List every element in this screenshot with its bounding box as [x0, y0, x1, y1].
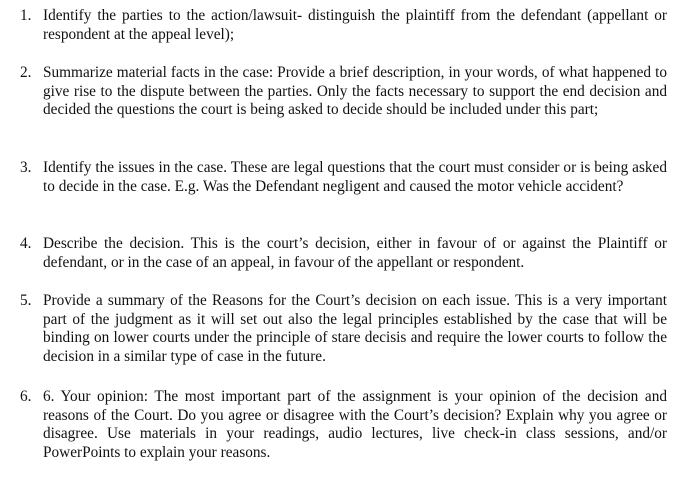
- item-text: 6. Your opinion: The most important part of the assignment is your opinion of the decision and reasons of the Court. Do you agree or disagree with the Court’s decision? Explain why you agree or disagree. Use materials in your readings, audio lectures, live check-in class sessions, and/or PowerPoints to explain your reasons.: [43, 388, 667, 461]
- item-number: 1.: [20, 7, 32, 24]
- item-text: Provide a summary of the Reasons for the Court’s decision on each issue. This is a very important part of the judgment as it will set out also the legal principles established by the case that will be binding on lower courts under the principle of stare decisis and require the lower courts to follow the decision in a similar type of case in the future.: [43, 292, 667, 365]
- item-number: 4.: [20, 235, 32, 252]
- item-number: 6.: [20, 388, 32, 405]
- item-number: 3.: [20, 159, 32, 176]
- item-number: 5.: [20, 292, 32, 309]
- item-text: Identify the issues in the case. These are legal questions that the court must consider or is being asked to decide in the case. E.g. Was the Defendant negligent and caused the motor vehicle accident?: [43, 159, 667, 195]
- item-number: 2.: [20, 64, 32, 81]
- item-text: Summarize material facts in the case: Provide a brief description, in your words, of what happened to give rise to the dispute between the parties. Only the facts necessary to support the end decision and decided the questions the court is being asked to decide should be included under this part;: [43, 64, 667, 119]
- item-text: Describe the decision. This is the court’s decision, either in favour of or against the Plaintiff or defendant, or in the case of an appeal, in favour of the appellant or respondent.: [43, 235, 667, 271]
- item-text: Identify the parties to the action/lawsuit- distinguish the plaintiff from the defendant (appellant or respondent at the appeal level);: [43, 7, 667, 43]
